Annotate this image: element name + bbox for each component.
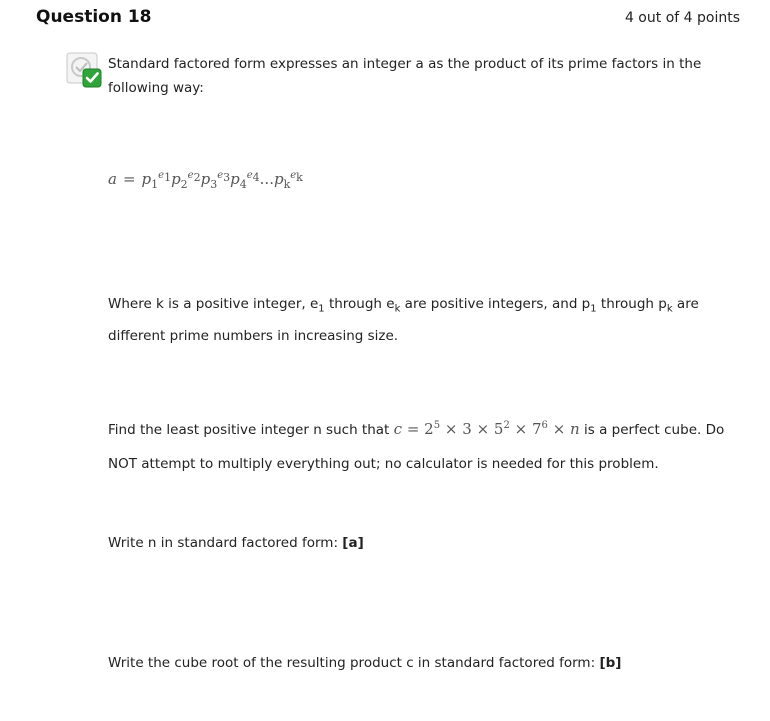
product-expression: $c = 2^5 \times 3 \times 5^2 \times 7^6 \times n$ bbox=[393, 420, 580, 438]
formula-term-3: $p_3^{e_3}$ bbox=[200, 170, 231, 191]
question-definition: Where k is a positive integer, $e_1$ through $e_k$ are positive integers, and $p_1$ through $p_k$ are different prime numbers in increasing size. bbox=[108, 296, 699, 344]
prompt-b: Write the cube root of the resulting product c in standard factored form: [b] bbox=[108, 655, 622, 671]
question-title: Question 18 bbox=[36, 7, 152, 27]
blank-a: [a] bbox=[342, 535, 364, 551]
question-points: 4 out of 4 points bbox=[624, 10, 740, 26]
blank-b: [b] bbox=[599, 655, 622, 671]
formula-term-2: $p_2^{e_2}$ bbox=[171, 170, 201, 191]
correct-answer-icon bbox=[66, 52, 104, 90]
prompt-a: Write n in standard factored form: [a] bbox=[108, 535, 364, 551]
question-intro: Standard factored form expresses an integer a as the product of its prime factors in the following way: bbox=[108, 56, 702, 96]
question-task: Find the least positive integer n such that $c = 2^5 \times 3 \times 5^2 \times 7^6 \times n$ is a perfect cube. Do NOT attempt to multiply everything out; no calculator is needed for this problem. bbox=[108, 420, 725, 472]
formula-term-k: $p_k^{e_k}$ bbox=[273, 170, 303, 191]
factored-form-formula: $a = p_1^{e_1}p_2^{e_2}p_3^{e_3}p_4^{e_4}...p_k^{e_k}$ bbox=[108, 170, 303, 191]
formula-term-4: $p_4^{e_4}$ bbox=[230, 170, 260, 191]
formula-term-1: $p_1^{e_1}$ bbox=[141, 170, 172, 191]
